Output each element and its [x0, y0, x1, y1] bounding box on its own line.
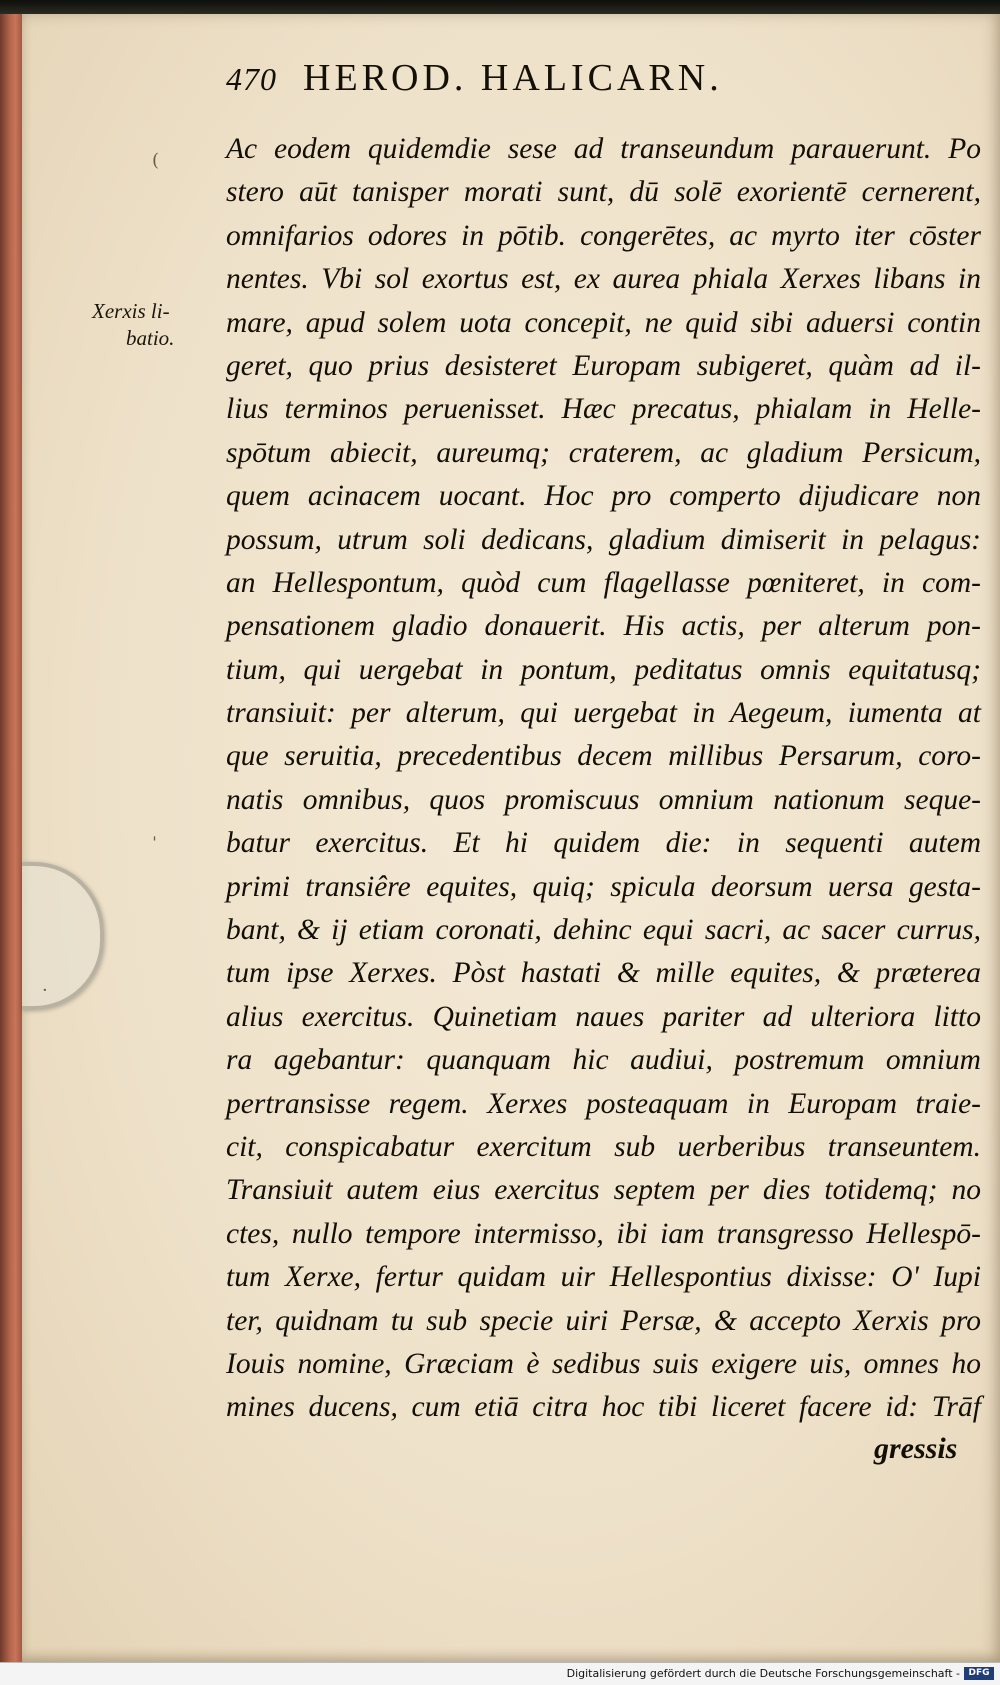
text-line: tum ipse Xerxes. Pòst hastati & mille equites, & præterea [226, 957, 981, 990]
text-line: spōtum abiecit, aureumq; craterem, ac gladium Persicum, [226, 436, 981, 469]
text-line: alius exercitus. Quinetiam naues pariter ad ulteriora litto [226, 1000, 981, 1033]
text-line: tum Xerxe, fertur quidam uir Hellespontius dixisse: O' Iupi [226, 1261, 981, 1294]
text-line: que seruitia, precedentibus decem millibus Persarum, coro- [226, 740, 981, 773]
running-title: HEROD. HALICARN. [303, 57, 723, 99]
scan-top-edge [0, 0, 1000, 14]
text-line: an Hellespontum, quòd cum flagellasse pœniteret, in com- [226, 566, 981, 599]
text-line: bant, & ij etiam coronati, dehinc equi sacri, ac sacer currus, [226, 914, 981, 947]
text-line: mare, apud solem uota concepit, ne quid sibi aduersi contin [226, 306, 981, 339]
digitization-footer [0, 1662, 1000, 1685]
text-line: natis omnibus, quos promiscuus omnium nationum seque- [226, 783, 981, 816]
page-number: 470 [226, 61, 277, 97]
text-line: Transiuit autem eius exercitus septem per dies totidemq; no [226, 1174, 981, 1207]
text-line: Iouis nomine, Græciam è sedibus suis exigere uis, omnes ho [226, 1347, 981, 1380]
book-fore-edge [0, 14, 24, 1662]
margin-mark: · [42, 980, 48, 1001]
dfg-logo[interactable]: DFG [964, 1667, 994, 1680]
text-line: primi transiêre equites, quiq; spicula deorsum uersa gesta- [226, 870, 981, 903]
text-line: transiuit: per alterum, qui uergebat in Aegeum, iumenta at [226, 697, 981, 730]
text-line: possum, utrum soli dedicans, gladium dimiserit in pelagus: [226, 523, 981, 556]
margin-mark: ˈ [152, 834, 157, 855]
text-line: nentes. Vbi sol exortus est, ex aurea phiala Xerxes libans in [226, 263, 981, 296]
page-clip [22, 862, 104, 1010]
text-line: geret, quo prius desisteret Europam subigeret, quàm ad il- [226, 349, 981, 382]
text-line: cit, conspicabatur exercitum sub uerberibus transeuntem. [226, 1130, 981, 1163]
text-line: mines ducens, cum etiā citra hoc tibi liceret facere id: Trāf [226, 1391, 981, 1424]
text-line: stero aūt tanisper morati sunt, dū solē exorientē cernerent, [226, 176, 981, 209]
text-line: batur exercitus. Et hi quidem die: in sequenti autem [226, 827, 981, 860]
text-line: ctes, nullo tempore intermisso, ibi iam transgresso Hellespō- [226, 1217, 981, 1250]
margin-note-line: Xerxis li- [92, 299, 170, 323]
text-line: Ac eodem quidemdie sese ad transeundum parauerunt. Po [226, 133, 981, 165]
text-line: tium, qui uergebat in pontum, peditatus omnis equitatusq; [226, 653, 981, 686]
body-text [226, 128, 981, 1430]
text-line: pertransisse regem. Xerxes posteaquam in Europam traie- [226, 1087, 981, 1120]
text-line: ter, quidnam tu sub specie uiri Persæ, & accepto Xerxis pro [226, 1304, 981, 1337]
text-line: ra agebantur: quanquam hic audiui, postremum omnium [226, 1044, 981, 1077]
catchword: gressis [874, 1432, 958, 1465]
margin-mark: ( [152, 150, 160, 171]
footer-credit: Digitalisierung gefördert durch die Deutsche Forschungsgemeinschaft - [566, 1667, 960, 1680]
text-line: quem acinacem uocant. Hoc pro comperto dijudicare non [226, 480, 981, 513]
running-head [226, 56, 926, 106]
margin-note [92, 298, 202, 352]
text-line: pensationem gladio donauerit. His actis, per alterum pon- [226, 610, 981, 643]
text-line: lius terminos peruenisset. Hæc precatus, phialam in Helle- [226, 393, 981, 426]
margin-note-line: batio. [126, 326, 175, 350]
text-line: omnifarios odores in pōtib. congerētes, ac myrto iter cōster [226, 219, 981, 252]
